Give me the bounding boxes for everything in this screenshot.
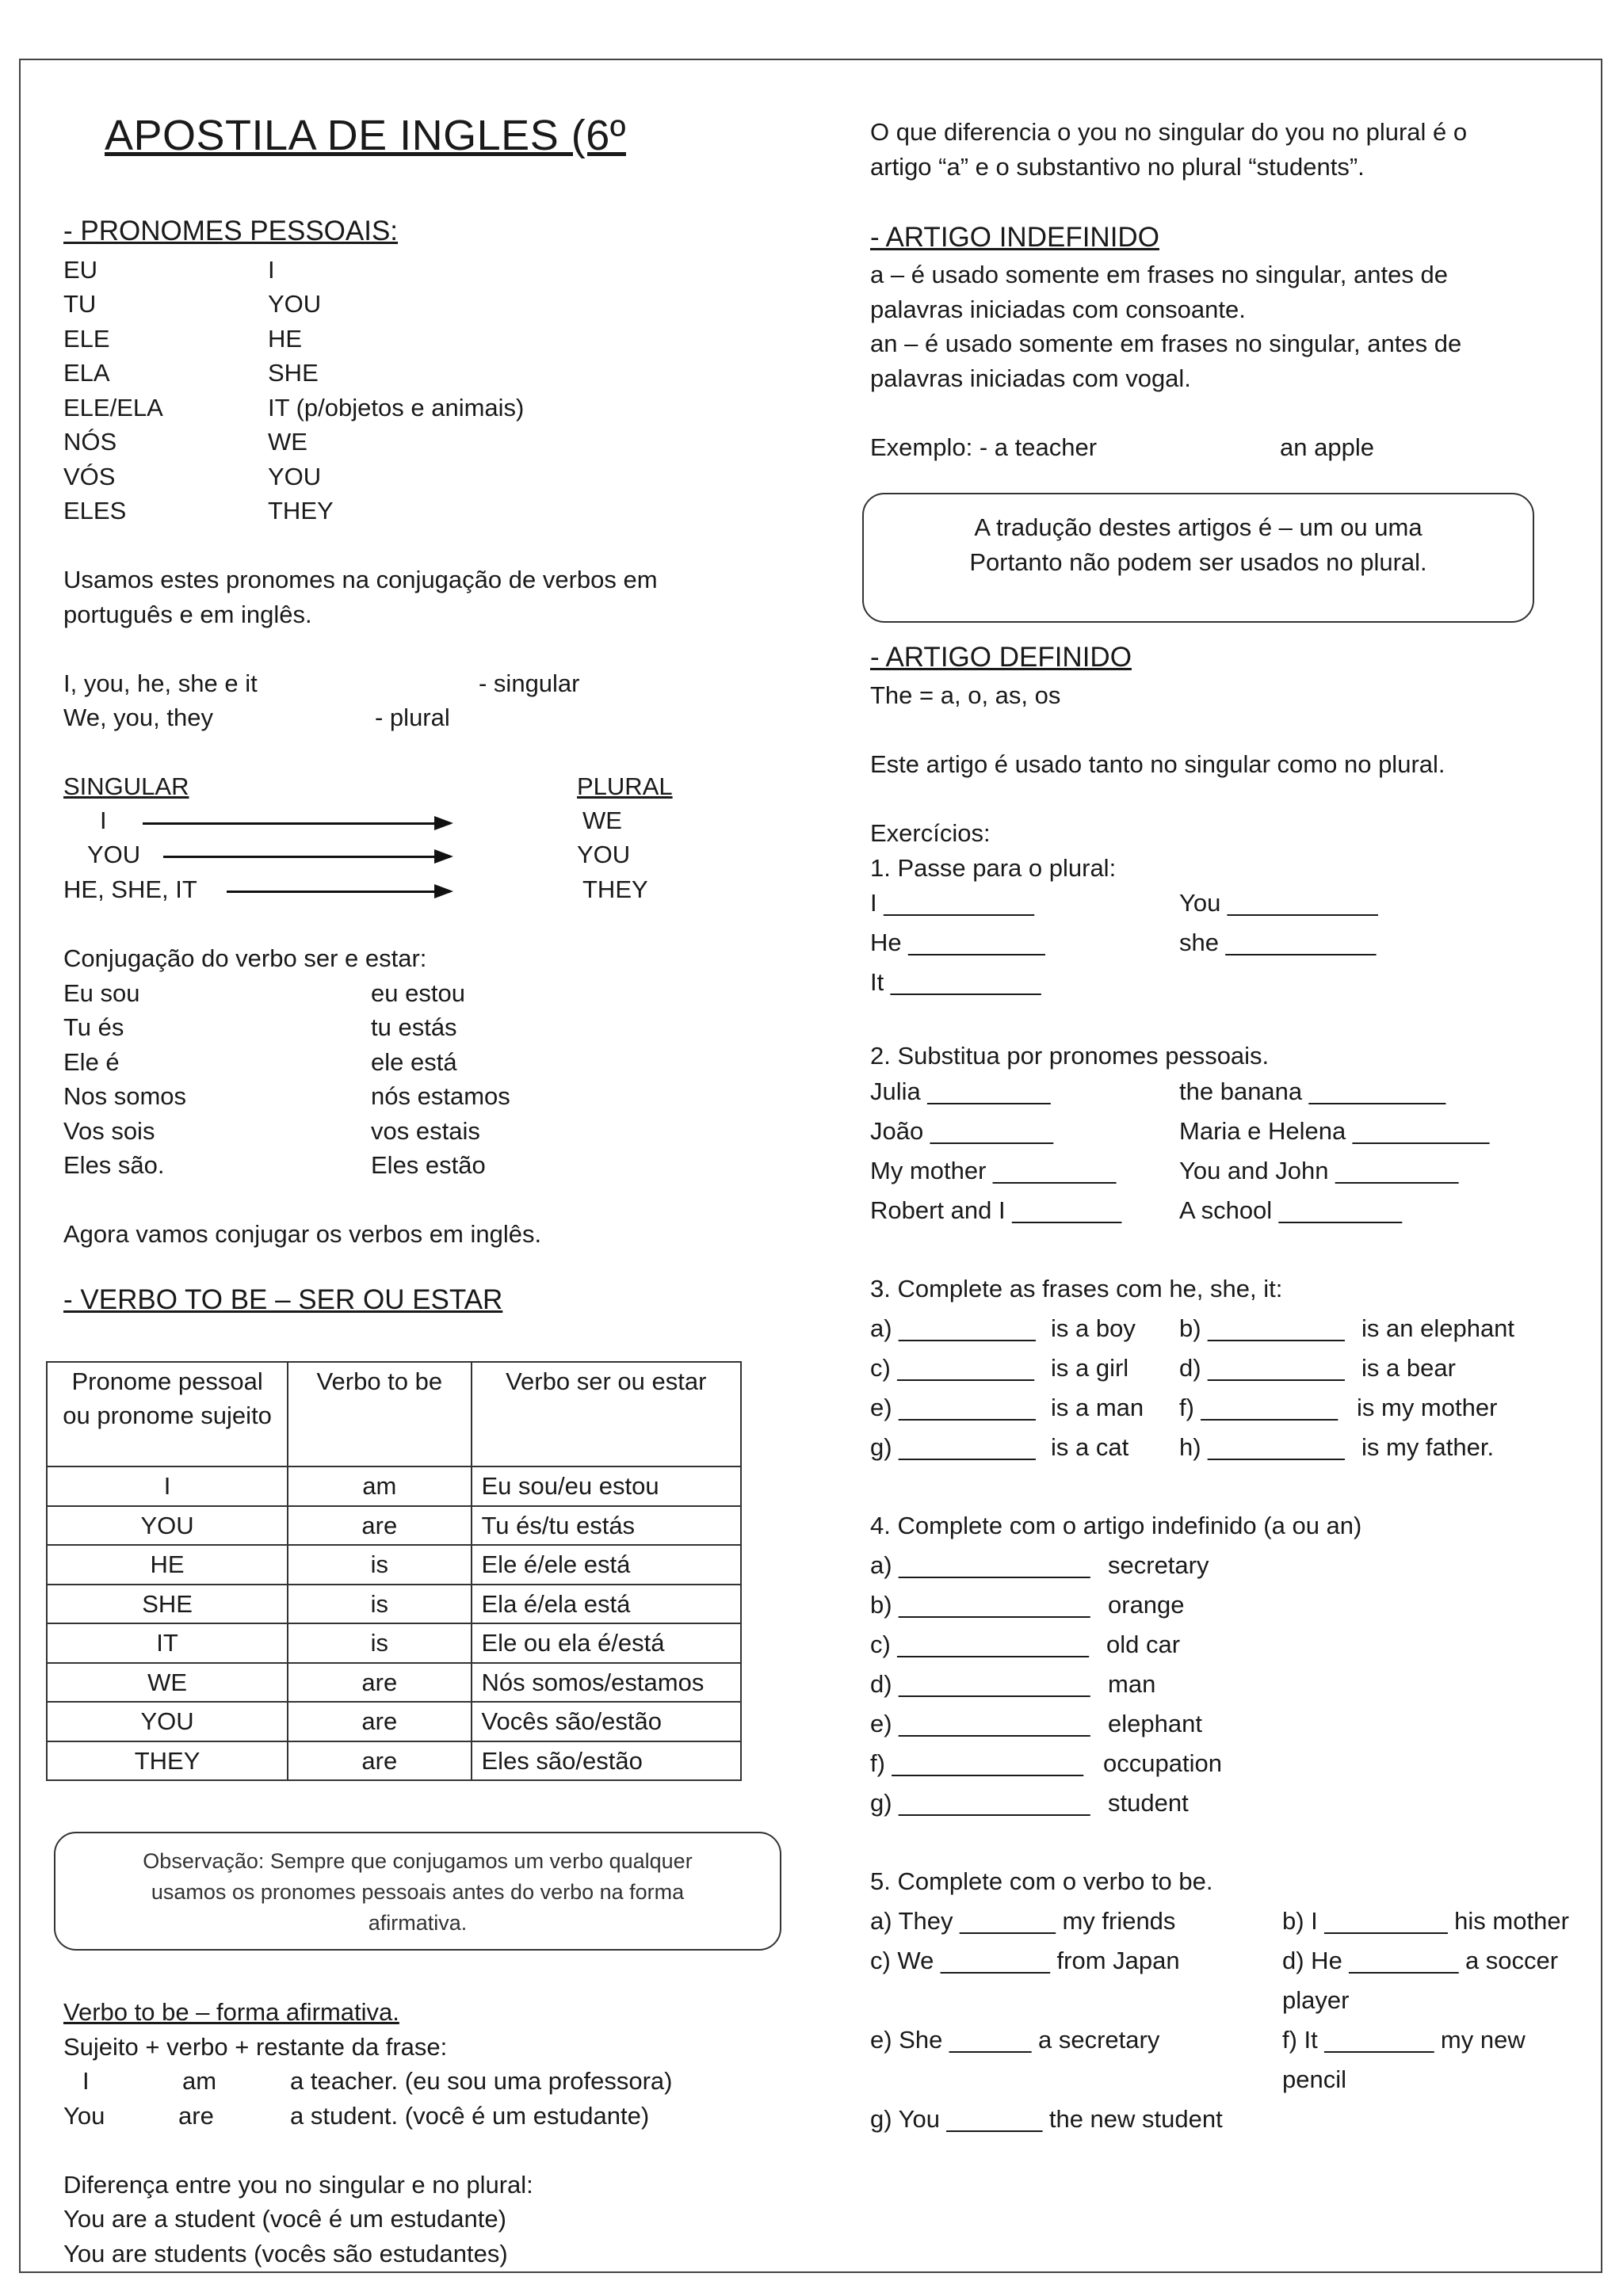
conj-ser: Eu sou: [63, 979, 140, 1007]
exercise-item: a) They _______ my friends: [870, 1907, 1176, 1935]
exercise-blank: f) __________: [1179, 1394, 1338, 1421]
conj-estar: eu estou: [371, 979, 465, 1007]
observacao-box: [54, 1832, 781, 1951]
table-cell: are: [288, 1741, 471, 1781]
exercise-item: the banana __________: [1179, 1077, 1446, 1105]
conj-ser: Nos somos: [63, 1082, 187, 1110]
table-cell: Nós somos/estamos: [472, 1663, 742, 1703]
verb-to-be-table: [46, 1361, 742, 1781]
exercise-text: is a man: [1051, 1394, 1144, 1421]
exercise-item: My mother _________: [870, 1157, 1117, 1184]
exercise-text: orange: [1108, 1591, 1185, 1619]
exercise-blank: e) ______________: [870, 1710, 1090, 1737]
table-cell: Tu és/tu estás: [472, 1506, 742, 1546]
exercise-blank: g) __________: [870, 1433, 1036, 1461]
conj-ser: Eles são.: [63, 1151, 165, 1179]
table-row: [47, 1663, 741, 1703]
exercise-text: is my father.: [1361, 1433, 1495, 1461]
conj-estar: vos estais: [371, 1117, 480, 1145]
exercise-blank: g) ______________: [870, 1789, 1090, 1817]
table-cell: I: [47, 1466, 288, 1506]
exercise-item: It ___________: [870, 968, 1041, 996]
pronoun-pt: ELE/ELA: [63, 394, 163, 421]
exercise-text: is a bear: [1361, 1354, 1456, 1382]
table-cell: IT: [47, 1623, 288, 1663]
table-cell: HE: [47, 1545, 288, 1585]
pronoun-pt: ELE: [63, 325, 110, 353]
table-cell: are: [288, 1702, 471, 1741]
table-row: [47, 1702, 741, 1741]
indefinido-text: palavras iniciadas com consoante.: [870, 296, 1246, 323]
table-cell: YOU: [47, 1702, 288, 1741]
table-row: [47, 1466, 741, 1506]
indefinido-text: an – é usado somente em frases no singular, antes de: [870, 330, 1462, 357]
mapping-to: THEY: [582, 875, 648, 903]
table-cell: SHE: [47, 1585, 288, 1624]
exercise-blank: a) __________: [870, 1314, 1036, 1342]
singular-label: - singular: [479, 669, 580, 697]
mapping-from: YOU: [87, 841, 141, 868]
estrutura-text: Sujeito + verbo + restante da frase:: [63, 2033, 448, 2061]
table-cell: is: [288, 1585, 471, 1624]
table-row: [47, 1585, 741, 1624]
exercise-text: is a girl: [1051, 1354, 1129, 1382]
singular-list: I, you, he, she e it: [63, 669, 258, 697]
exercise-text: is a boy: [1051, 1314, 1136, 1342]
example-rest: a teacher. (eu sou uma professora): [290, 2067, 673, 2095]
plural-header: PLURAL: [577, 772, 673, 800]
exercise-blank: d) __________: [1179, 1354, 1345, 1382]
pronoun-pt: NÓS: [63, 428, 117, 456]
conj-estar: tu estás: [371, 1013, 457, 1041]
exercise-blank: c) ______________: [870, 1630, 1089, 1658]
exemplo-text: an apple: [1280, 433, 1374, 461]
pronoun-en: HE: [268, 325, 303, 353]
pronoun-en: YOU: [268, 290, 322, 318]
exercise-text: is a cat: [1051, 1433, 1129, 1461]
exercise-item: I ___________: [870, 889, 1034, 917]
exercise-title: 5. Complete com o verbo to be.: [870, 1867, 1213, 1895]
exercise-item: You ___________: [1179, 889, 1378, 917]
table-cell: Ele é/ele está: [472, 1545, 742, 1585]
table-cell: WE: [47, 1663, 288, 1703]
diferenca-heading: Diferença entre you no singular e no plural:: [63, 2171, 533, 2199]
exercise-item: He __________: [870, 929, 1045, 956]
plural-list: We, you, they: [63, 704, 213, 731]
usage-text: Usamos estes pronomes na conjugação de verbos em: [63, 566, 658, 593]
table-header: Verbo to be: [288, 1362, 471, 1466]
table-cell: is: [288, 1545, 471, 1585]
pronoun-pt: TU: [63, 290, 97, 318]
exercise-blank: c) __________: [870, 1354, 1034, 1382]
table-cell: Eu sou/eu estou: [472, 1466, 742, 1506]
traducao-text: A tradução destes artigos é – um ou uma: [974, 513, 1423, 541]
table-cell: Eles são/estão: [472, 1741, 742, 1781]
table-cell: am: [288, 1466, 471, 1506]
exercise-text: is an elephant: [1361, 1314, 1515, 1342]
page-title: APOSTILA DE INGLES (6º: [105, 112, 626, 159]
example-subject: I: [82, 2067, 90, 2095]
observacao-text: afirmativa.: [368, 1911, 468, 1935]
usage-text: português e em inglês.: [63, 601, 312, 628]
diferenca-text: You are a student (você é um estudante): [63, 2205, 506, 2233]
exercise-blank: f) ______________: [870, 1749, 1083, 1777]
pronoun-en: IT (p/objetos e animais): [268, 394, 525, 421]
exercise-text: occupation: [1103, 1749, 1222, 1777]
exercise-item: d) He ________ a soccer: [1282, 1947, 1559, 1974]
verbo-to-be-heading: - VERBO TO BE – SER OU ESTAR: [63, 1284, 503, 1315]
table-header: Verbo ser ou estar: [472, 1362, 742, 1466]
exercise-blank: b) ______________: [870, 1591, 1090, 1619]
exercise-item: pencil: [1282, 2065, 1346, 2093]
diferencia-text: artigo “a” e o substantivo no plural “students”.: [870, 153, 1365, 181]
exercise-blank: d) ______________: [870, 1670, 1090, 1698]
table-cell: Vocês são/estão: [472, 1702, 742, 1741]
example-verb: am: [182, 2067, 217, 2095]
pronoun-pt: ELA: [63, 359, 110, 387]
arrow-icon: [163, 856, 450, 858]
mapping-from: HE, SHE, IT: [63, 875, 197, 903]
exercise-text: is my mother: [1357, 1394, 1498, 1421]
conjugacao-heading: Conjugação do verbo ser e estar:: [63, 944, 427, 972]
exercise-item: A school _________: [1179, 1196, 1402, 1224]
exemplo-text: Exemplo: - a teacher: [870, 433, 1098, 461]
exercise-item: João _________: [870, 1117, 1054, 1145]
artigo-indefinido-heading: - ARTIGO INDEFINIDO: [870, 222, 1159, 253]
diferencia-text: O que diferencia o you no singular do you no plural é o: [870, 118, 1468, 146]
traducao-box: [862, 493, 1534, 623]
exercise-item: player: [1282, 1986, 1350, 2014]
mapping-to: YOU: [577, 841, 631, 868]
table-header-row: [47, 1362, 741, 1466]
exercise-item: e) She ______ a secretary: [870, 2026, 1160, 2054]
singular-header: SINGULAR: [63, 772, 189, 800]
observacao-text: usamos os pronomes pessoais antes do verbo na forma: [151, 1880, 685, 1904]
exercise-title: 3. Complete as frases com he, she, it:: [870, 1275, 1283, 1302]
arrow-icon: [227, 891, 450, 893]
table-cell: YOU: [47, 1506, 288, 1546]
table-row: [47, 1545, 741, 1585]
table-row: [47, 1741, 741, 1781]
exercise-blank: h) __________: [1179, 1433, 1345, 1461]
exercise-item: she ___________: [1179, 929, 1377, 956]
exercise-item: Julia _________: [870, 1077, 1051, 1105]
exercicios-heading: Exercícios:: [870, 819, 991, 847]
conj-ser: Tu és: [63, 1013, 124, 1041]
pronoun-en: SHE: [268, 359, 319, 387]
pronoun-en: WE: [268, 428, 307, 456]
exercise-text: man: [1108, 1670, 1156, 1698]
conj-estar: Eles estão: [371, 1151, 486, 1179]
pronoun-en: YOU: [268, 463, 322, 490]
exercise-title: 2. Substitua por pronomes pessoais.: [870, 1042, 1270, 1070]
conj-ser: Vos sois: [63, 1117, 155, 1145]
exercise-text: elephant: [1108, 1710, 1202, 1737]
indefinido-text: palavras iniciadas com vogal.: [870, 364, 1191, 392]
exercise-item: g) You _______ the new student: [870, 2105, 1223, 2133]
arrow-icon: [143, 822, 450, 825]
table-cell: is: [288, 1623, 471, 1663]
mapping-from: I: [100, 807, 107, 834]
exercise-title: 1. Passe para o plural:: [870, 854, 1117, 882]
table-header: Pronome pessoal ou pronome sujeito: [47, 1362, 288, 1466]
definido-text: The = a, o, as, os: [870, 681, 1061, 709]
example-rest: a student. (você é um estudante): [290, 2102, 650, 2130]
pronomes-heading: - PRONOMES PESSOAIS:: [63, 215, 399, 246]
exercise-text: secretary: [1108, 1551, 1209, 1579]
table-cell: Ele ou ela é/está: [472, 1623, 742, 1663]
table-cell: Ela é/ela está: [472, 1585, 742, 1624]
conjugate-english-text: Agora vamos conjugar os verbos em inglês.: [63, 1220, 542, 1248]
example-verb: are: [178, 2102, 214, 2130]
exercise-blank: b) __________: [1179, 1314, 1345, 1342]
afirmativa-heading: Verbo to be – forma afirmativa.: [63, 1998, 399, 2026]
table-row: [47, 1506, 741, 1546]
pronoun-pt: ELES: [63, 497, 127, 524]
exercise-item: c) We ________ from Japan: [870, 1947, 1180, 1974]
exercise-item: Maria e Helena __________: [1179, 1117, 1490, 1145]
exercise-blank: a) ______________: [870, 1551, 1090, 1579]
exercise-item: f) It ________ my new: [1282, 2026, 1526, 2054]
exercise-blank: e) __________: [870, 1394, 1036, 1421]
table-cell: are: [288, 1506, 471, 1546]
pronoun-pt: VÓS: [63, 463, 116, 490]
conj-estar: nós estamos: [371, 1082, 510, 1110]
table-row: [47, 1623, 741, 1663]
pronoun-en: THEY: [268, 497, 334, 524]
artigo-definido-heading: - ARTIGO DEFINIDO: [870, 642, 1132, 673]
plural-label: - plural: [375, 704, 450, 731]
conj-estar: ele está: [371, 1048, 457, 1076]
exercise-item: b) I _________ his mother: [1282, 1907, 1569, 1935]
table-cell: are: [288, 1663, 471, 1703]
exercise-title: 4. Complete com o artigo indefinido (a ou an): [870, 1512, 1362, 1539]
example-subject: You: [63, 2102, 105, 2130]
observacao-text: Observação: Sempre que conjugamos um verbo qualquer: [143, 1849, 693, 1873]
mapping-to: WE: [582, 807, 622, 834]
exercise-text: student: [1108, 1789, 1189, 1817]
traducao-text: Portanto não podem ser usados no plural.: [969, 547, 1427, 576]
definido-text: Este artigo é usado tanto no singular como no plural.: [870, 750, 1445, 778]
exercise-item: You and John _________: [1179, 1157, 1459, 1184]
table-cell: THEY: [47, 1741, 288, 1781]
indefinido-text: a – é usado somente em frases no singular, antes de: [870, 261, 1448, 288]
pronoun-en: I: [268, 256, 275, 284]
exercise-item: Robert and I ________: [870, 1196, 1122, 1224]
exercise-text: old car: [1106, 1630, 1181, 1658]
diferenca-text: You are students (vocês são estudantes): [63, 2240, 508, 2267]
pronoun-pt: EU: [63, 256, 98, 284]
conj-ser: Ele é: [63, 1048, 120, 1076]
